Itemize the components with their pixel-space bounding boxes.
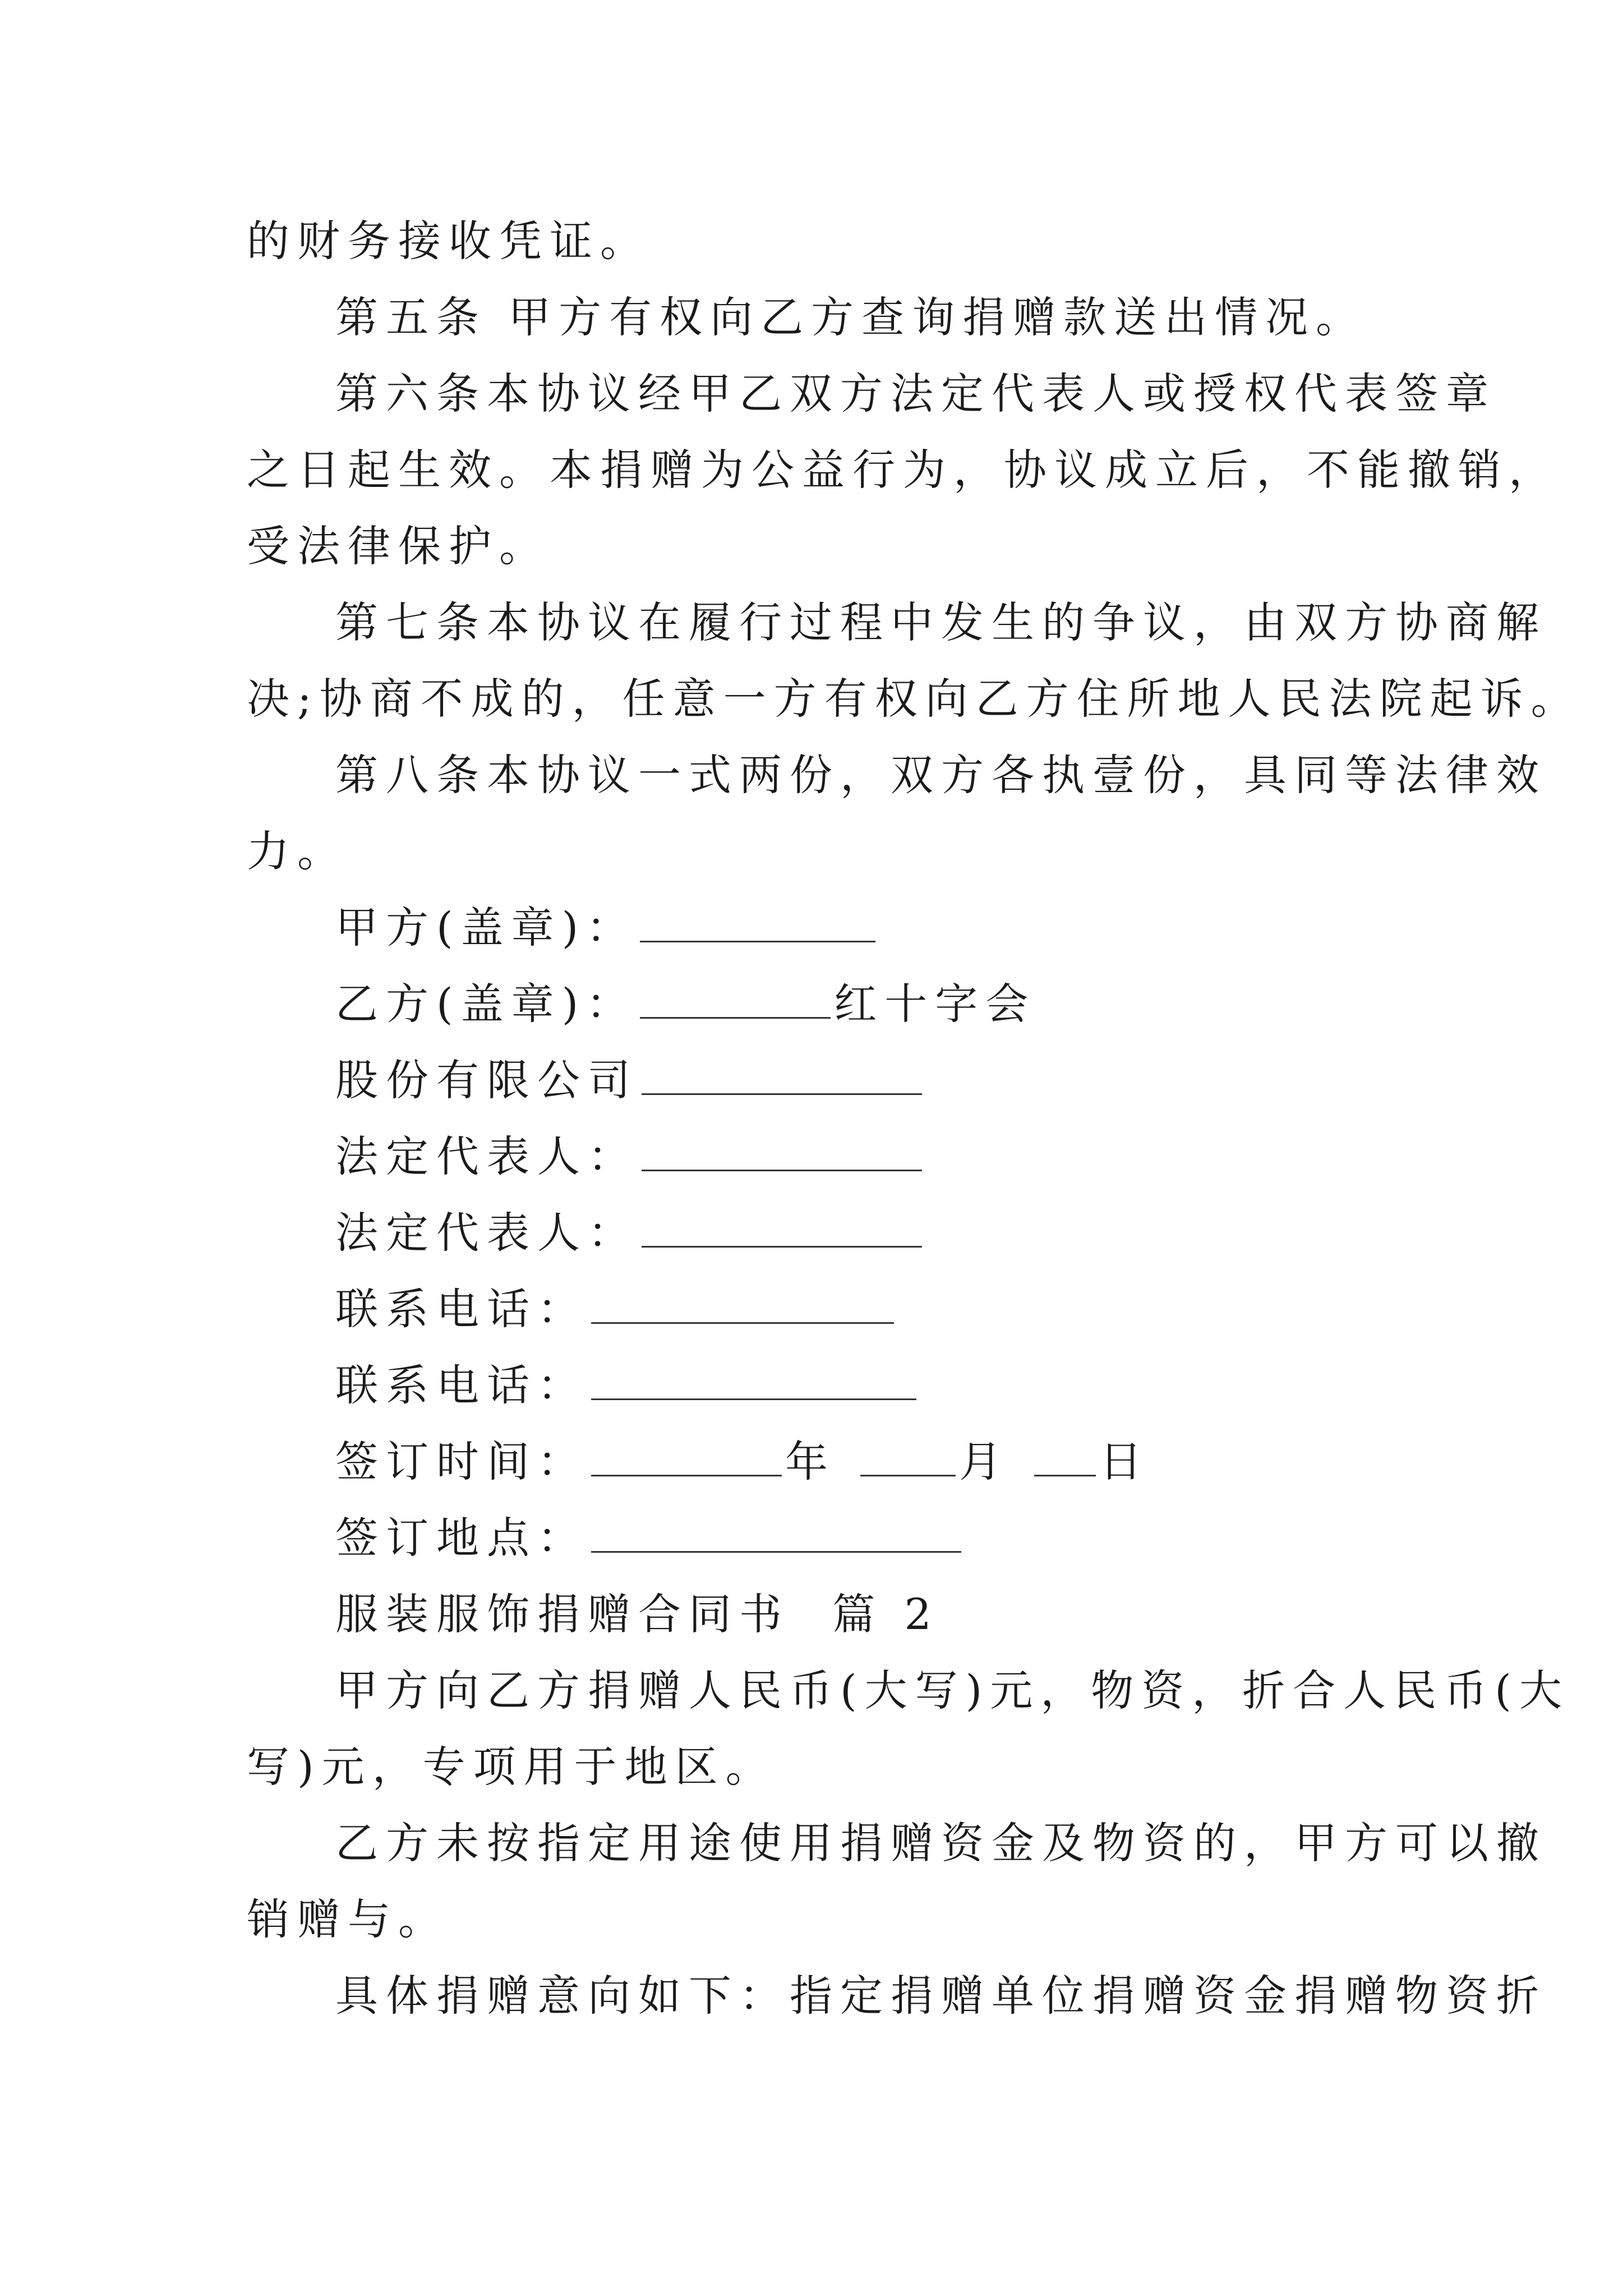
article-7: 第七条本协议在履行过程中发生的争议，由双方协商解 bbox=[335, 597, 1547, 647]
sign-place-label: 签订地点： bbox=[335, 1513, 588, 1563]
article-6-cont-1: 之日起生效。本捐赠为公益行为，协议成立后，不能撤销， bbox=[247, 445, 1559, 495]
company-label: 股份有限公司 bbox=[335, 1055, 638, 1105]
legal-rep-label-2: 法定代表人： bbox=[335, 1208, 638, 1258]
article-5: 第五条 甲方有权向乙方查询捐赠款送出情况。 bbox=[335, 292, 1367, 342]
legal-rep-blank-1[interactable] bbox=[642, 1164, 922, 1171]
section-2-line-1: 甲方向乙方捐赠人民币(大写)元，物资，折合人民币(大 bbox=[335, 1665, 1570, 1715]
party-b-row bbox=[335, 979, 1036, 1029]
section-2-line-5: 具体捐赠意向如下：指定捐赠单位捐赠资金捐赠物资折 bbox=[335, 1971, 1547, 2021]
legal-rep-row-2 bbox=[335, 1208, 925, 1258]
party-a-blank[interactable] bbox=[640, 935, 875, 942]
phone-label-1: 联系电话： bbox=[335, 1284, 588, 1334]
month-label: 月 bbox=[959, 1437, 1010, 1487]
year-label: 年 bbox=[785, 1437, 836, 1487]
article-6: 第六条本协议经甲乙双方法定代表人或授权代表签章 bbox=[335, 369, 1496, 418]
article-7-cont: 决;协商不成的，任意一方有权向乙方住所地人民法院起诉。 bbox=[247, 674, 1581, 724]
section-2-line-3: 乙方未按指定用途使用捐赠资金及物资的，甲方可以撤 bbox=[335, 1818, 1547, 1868]
party-a-row bbox=[335, 903, 879, 953]
year-blank[interactable] bbox=[591, 1469, 782, 1476]
phone-row-1 bbox=[335, 1284, 897, 1334]
article-8: 第八条本协议一式两份，双方各执壹份，具同等法律效 bbox=[335, 750, 1547, 800]
section-2-line-4: 销赠与。 bbox=[247, 1894, 449, 1944]
party-b-label: 乙方(盖章)： bbox=[335, 979, 637, 1029]
legal-rep-row-1 bbox=[335, 1131, 925, 1181]
article-6-cont-2: 受法律保护。 bbox=[247, 521, 550, 571]
party-a-label: 甲方(盖章)： bbox=[335, 903, 637, 953]
party-b-suffix: 红十字会 bbox=[834, 979, 1036, 1029]
phone-blank-1[interactable] bbox=[591, 1317, 894, 1324]
legal-rep-blank-2[interactable] bbox=[642, 1240, 922, 1248]
sign-time-row bbox=[335, 1437, 1150, 1487]
phone-row-2 bbox=[335, 1360, 920, 1410]
article-8-cont: 力。 bbox=[247, 826, 348, 876]
sign-place-blank[interactable] bbox=[591, 1545, 961, 1553]
company-blank[interactable] bbox=[642, 1088, 922, 1095]
party-b-blank[interactable] bbox=[640, 1011, 831, 1019]
day-label: 日 bbox=[1099, 1437, 1150, 1487]
phone-blank-2[interactable] bbox=[591, 1393, 916, 1400]
section-2-line-2: 写)元，专项用于地区。 bbox=[247, 1742, 776, 1792]
sign-time-label: 签订时间： bbox=[335, 1437, 588, 1487]
body-line-1: 的财务接收凭证。 bbox=[247, 216, 651, 266]
month-blank[interactable] bbox=[860, 1469, 956, 1476]
phone-label-2: 联系电话： bbox=[335, 1360, 588, 1410]
day-blank[interactable] bbox=[1034, 1469, 1096, 1476]
legal-rep-label-1: 法定代表人： bbox=[335, 1131, 638, 1181]
section-2-title: 服装服饰捐赠合同书 篇 2 bbox=[335, 1589, 939, 1639]
company-row bbox=[335, 1055, 925, 1105]
sign-place-row bbox=[335, 1513, 965, 1563]
